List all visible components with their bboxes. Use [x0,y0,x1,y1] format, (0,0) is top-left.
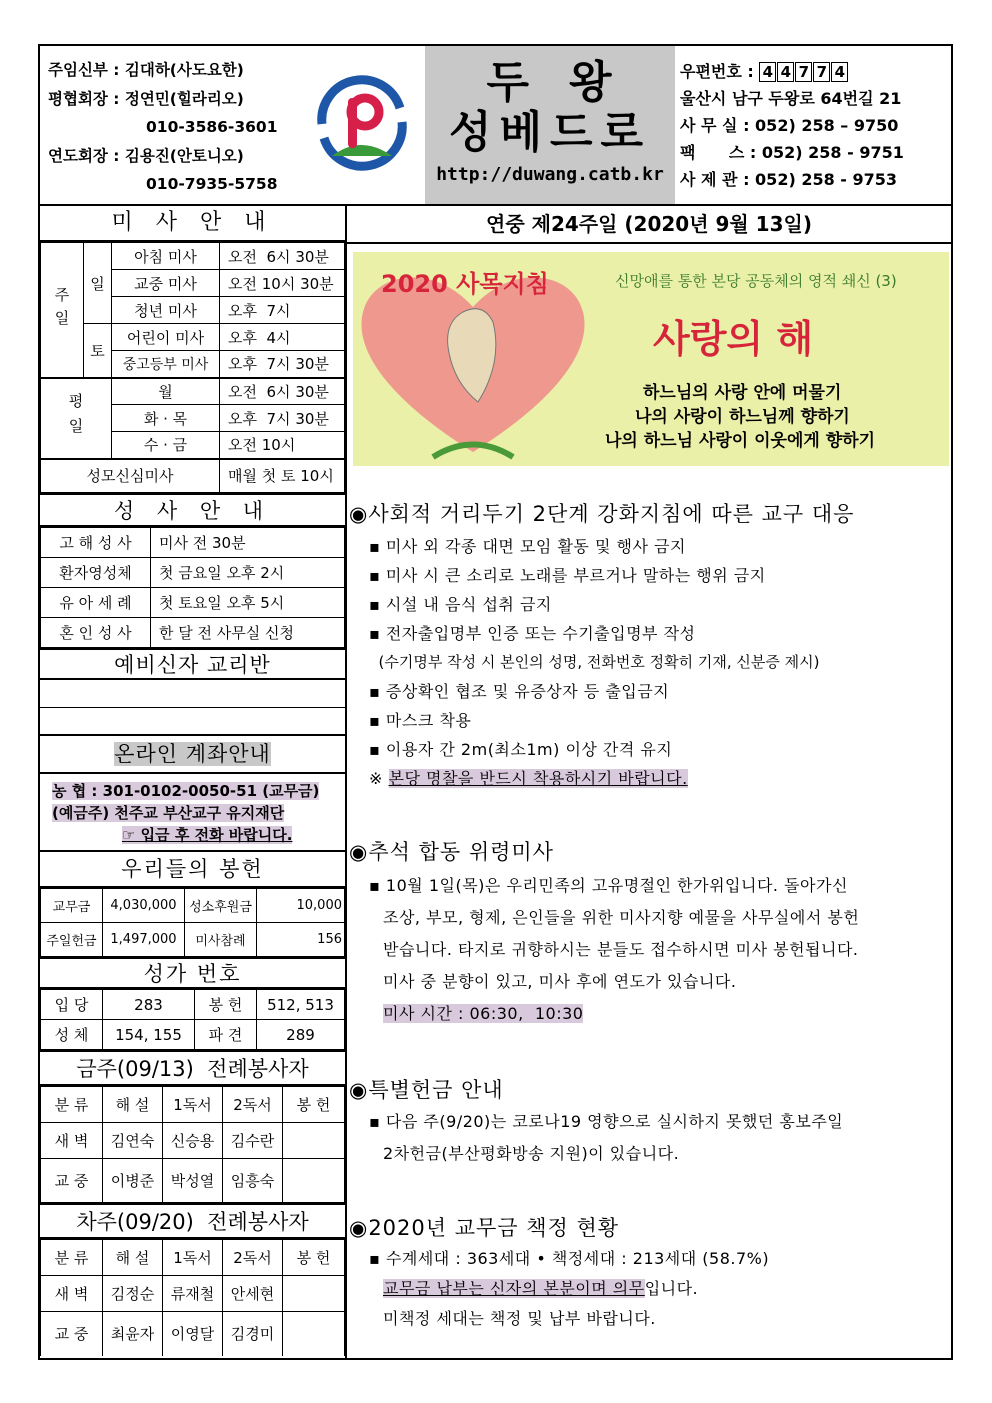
server-name: 신승용 [163,1123,223,1159]
servers-col-head: 봉 헌 [283,1087,345,1123]
sacrament-time: 첫 토요일 오후 5시 [151,588,345,618]
mass-name: 화 · 목 [112,405,220,432]
paragraph-line: 미사 중 분향이 있고, 미사 후에 연도가 있습니다. [383,972,737,991]
mass-time: 오후 7시 30분 [220,405,345,432]
list-item: ▪ 이용자 간 2m(최소1m) 이상 간격 유지 [369,740,673,759]
mass-table [40,242,345,493]
zip-digit: 7 [813,62,830,82]
zip-digit: 4 [777,62,794,82]
pastor: 주임신부 : 김대하(사도요한) [48,61,244,79]
banner-left-title: 2020 사목지침 [381,270,549,298]
note-text: 본당 명찰을 반드시 착용하시기 바랍니다. [388,769,688,788]
council-president: 평협회장 : 정연민(힐라리오) [48,89,244,108]
server-name: 이영달 [163,1312,223,1356]
title-line2: 성베드로 [448,107,651,158]
mass-name: 수 · 금 [112,432,220,459]
zip-digit: 4 [831,62,848,82]
servers-col-head: 1독서 [163,1240,223,1276]
mass-name: 교중 미사 [112,270,220,297]
sacrament-time: 미사 전 30분 [151,528,345,558]
prayer-president: 연도회장 : 김용진(안토니오) [48,146,244,165]
zip-row [680,58,950,85]
zip-label: 우편번호 : [680,62,754,81]
bulletin-frame [38,44,953,1360]
servers-next-table [40,1239,345,1356]
hymn-label: 파 견 [195,1020,257,1050]
offering-value: 4,030,000 [103,889,185,923]
mass-time: 오후 7시 30분 [220,351,345,378]
hymn-number: 289 [257,1020,345,1050]
council-phone: 010-3586-3601 [146,118,278,136]
zip-code [759,58,849,85]
offering-label: 미사참례 [185,923,257,957]
server-name [283,1276,345,1312]
offering-table [40,888,345,957]
catechumen-heading: 예비신자 교리반 [40,648,345,680]
mass-name: 어린이 미사 [112,324,220,351]
hymn-table [40,989,345,1050]
paragraph-line: ▪ 다음 주(9/20)는 코로나19 영향으로 실시하지 못했던 홍보주일 [369,1112,844,1131]
servers-col-head: 해 설 [103,1087,163,1123]
note-mark: ※ [369,769,383,788]
weekday-label: 평일 [41,378,112,459]
address: 울산시 남구 두왕로 64번길 21 [680,89,902,108]
office-phone: 사 무 실 : 052) 258 – 9750 [680,116,899,135]
mass-name: 아침 미사 [112,243,220,270]
hymn-label: 성 체 [41,1020,103,1050]
pastoral-banner [353,252,949,466]
offering-value: 10,000 [257,889,345,923]
sunday-title: 연중 제24주일 (2020년 9월 13일) [347,206,951,244]
section-special-offering [349,1072,949,1170]
sacrament-name: 환자영성체 [41,558,151,588]
dues-highlight: 교무금 납부는 신자의 본분이며 의무 [383,1279,645,1298]
sat-label: 토 [84,324,112,378]
hymn-label: 봉 헌 [195,990,257,1020]
account-heading-row [40,736,345,774]
catechumen-row [40,708,345,736]
hymn-number: 283 [103,990,195,1020]
servers-row-label: 새 벽 [41,1123,103,1159]
account-number: 농 협 : 301-0102-0050-51 (교무금) [52,782,320,800]
list-item [369,764,949,793]
title-line1: 두왕 [486,57,652,108]
mass-name: 청년 미사 [112,297,220,324]
list-item: ▪ 미사 시 큰 소리로 노래를 부르거나 말하는 행위 금지 [369,566,766,585]
section-title: ◉2020년 교무금 책정 현황 [349,1216,620,1240]
list-item: ▪ 마스크 착용 [369,711,472,730]
mass-time: 오후 4시 [220,324,345,351]
list-item: ▪ 시설 내 음식 섭취 금지 [369,595,552,614]
sacrament-time: 첫 금요일 오후 2시 [151,558,345,588]
banner-right-title: 신망애를 통한 본당 공동체의 영적 쇄신 (3) [615,272,897,290]
account-info [40,774,345,852]
paragraph-text: 입니다. [644,1279,699,1298]
server-name: 김수란 [223,1123,283,1159]
section-distancing [349,496,949,793]
sacrament-table [40,527,345,648]
list-item: ▪ 전자출입명부 인증 또는 수기출입명부 작성 [369,624,696,643]
right-column [345,206,951,1360]
sacrament-name: 고 해 성 사 [41,528,151,558]
account-holder: (예금주) 천주교 부산교구 유지재단 [52,804,285,822]
list-item: ▪ 미사 외 각종 대면 모임 활동 및 행사 금지 [369,537,686,556]
paragraph-line: 미책정 세대는 책정 및 납부 바랍니다. [383,1309,656,1328]
offering-value: 1,497,000 [103,923,185,957]
offering-heading: 우리들의 봉헌 [40,852,345,888]
rectory-phone: 사 제 관 : 052) 258 - 9753 [680,170,898,189]
server-name: 김연숙 [103,1123,163,1159]
hymn-number: 154, 155 [103,1020,195,1050]
paragraph-line: 받습니다. 타지로 귀향하시는 분들도 접수하시면 미사 봉헌됩니다. [383,940,859,959]
servers-row-label: 교 중 [41,1159,103,1203]
section-dues-status [349,1210,949,1334]
servers-col-head: 2독서 [223,1087,283,1123]
server-name: 최윤자 [103,1312,163,1356]
server-name [283,1123,345,1159]
servers-col-head: 분 류 [41,1087,103,1123]
servers-col-head: 해 설 [103,1240,163,1276]
website-link[interactable]: http://duwang.catb.kr [436,164,664,185]
mass-time: 오전 10시 [220,432,345,459]
servers-this-table [40,1086,345,1203]
sun-label: 일 [84,243,112,324]
section-title: ◉특별헌금 안내 [349,1078,504,1102]
server-name: 김경미 [223,1312,283,1356]
mass-name: 월 [112,378,220,405]
list-item: (수기명부 작성 시 본인의 성명, 전화번호 정확히 기재, 신분증 제시) [369,653,820,671]
header [40,46,951,206]
servers-col-head: 분 류 [41,1240,103,1276]
sacrament-heading: 성 사 안 내 [40,493,345,527]
sunday-label: 주일 [41,243,84,378]
server-name [283,1159,345,1203]
sacrament-name: 유 아 세 례 [41,588,151,618]
catechumen-row [40,680,345,708]
account-heading: 온라인 계좌안내 [114,742,271,766]
servers-next-heading: 차주(09/20) 전례봉사자 [40,1203,345,1239]
mass-name: 중고등부 미사 [112,351,220,378]
mass-time: 오전 10시 30분 [220,270,345,297]
sacrament-time: 한 달 전 사무실 신청 [151,618,345,648]
server-name [283,1312,345,1356]
paragraph-line: 2차헌금(부산평화방송 지원)이 있습니다. [383,1144,680,1163]
banner-line3: 나의 하느님 사랑이 이웃에게 향하기 [605,431,876,451]
zip-digit: 7 [795,62,812,82]
server-name: 류재철 [163,1276,223,1312]
mass-time: 오전 6시 30분 [220,378,345,405]
special-mass-time: 매월 첫 토 10시 [220,459,345,493]
special-mass-name: 성모신심미사 [41,459,220,493]
paragraph-line: 조상, 부모, 형제, 은인들을 위한 미사지향 예물을 사무실에서 봉헌 [383,908,860,927]
servers-row-label: 교 중 [41,1312,103,1356]
servers-col-head: 2독서 [223,1240,283,1276]
hymn-label: 입 당 [41,990,103,1020]
hymn-heading: 성가 번호 [40,957,345,989]
section-title: ◉사회적 거리두기 2단계 강화지침에 따른 교구 대응 [349,502,855,526]
server-name: 이병준 [103,1159,163,1203]
banner-line2: 나의 사랑이 하느님께 향하기 [635,407,850,427]
servers-this-heading: 금주(09/13) 전례봉사자 [40,1050,345,1086]
title-box [425,46,675,204]
offering-label: 성소후원금 [185,889,257,923]
sacrament-name: 혼 인 성 사 [41,618,151,648]
mass-time: 오후 7시 [220,297,345,324]
servers-row-label: 새 벽 [41,1276,103,1312]
mass-times: 미사 시간 : 06:30, 10:30 [383,1004,584,1023]
server-name: 안세현 [223,1276,283,1312]
banner-big-title: 사랑의 해 [653,317,814,361]
offering-label: 교무금 [41,889,103,923]
account-note: ☞ 입금 후 전화 바랍니다. [122,826,293,844]
prayer-phone: 010-7935-5758 [146,175,278,193]
paragraph-line: ▪ 10월 1일(목)은 우리민족의 고유명절인 한가위입니다. 돌아가신 [369,876,848,895]
offering-label: 주일헌금 [41,923,103,957]
hymn-number: 512, 513 [257,990,345,1020]
left-column [40,206,345,1356]
mass-time: 오전 6시 30분 [220,243,345,270]
parish-logo-icon [302,64,420,182]
banner-line1: 하느님의 사랑 안에 머물기 [643,383,842,403]
servers-col-head: 봉 헌 [283,1240,345,1276]
contact-info [680,58,950,193]
section-title: ◉추석 합동 위령미사 [349,840,554,864]
paragraph-line: ▪ 수계세대 : 363세대 • 책정세대 : 213세대 (58.7%) [369,1249,770,1268]
server-name: 임흥숙 [223,1159,283,1203]
fax-number: 팩 스 : 052) 258 - 9751 [680,143,904,162]
list-item: ▪ 증상확인 협조 및 유증상자 등 출입금지 [369,682,670,701]
server-name: 김정순 [103,1276,163,1312]
zip-digit: 4 [759,62,776,82]
server-name: 박성열 [163,1159,223,1203]
staff-info [48,56,298,199]
offering-value: 156 [257,923,345,957]
section-memorial-mass [349,834,949,1030]
mass-heading: 미 사 안 내 [40,206,345,242]
servers-col-head: 1독서 [163,1087,223,1123]
